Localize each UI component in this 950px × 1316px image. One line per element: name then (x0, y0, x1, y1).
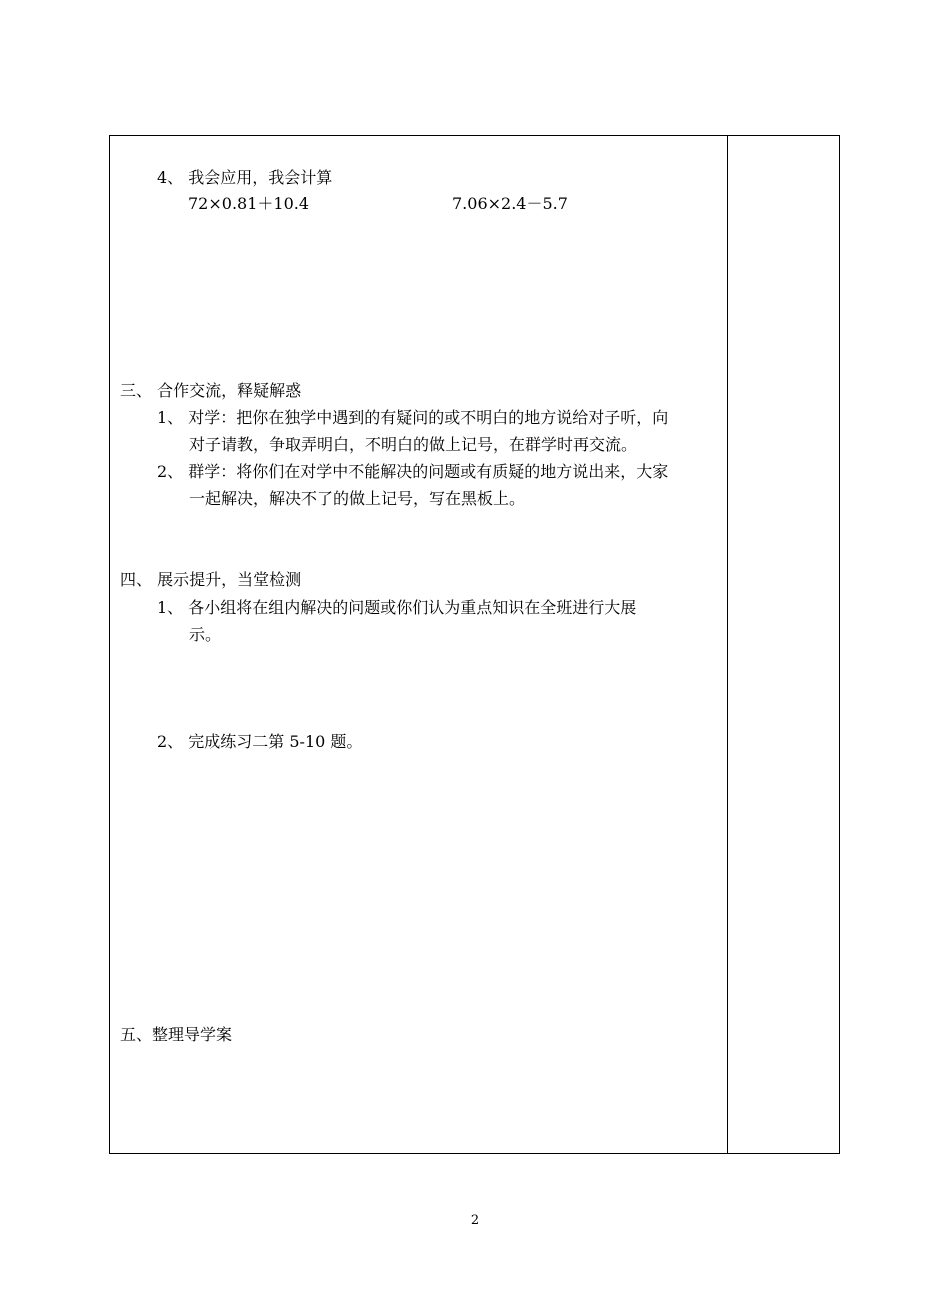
section-3-item-1-line-1: 1、 对学：把你在独学中遇到的有疑问的或不明白的地方说给对子听，向 (157, 408, 669, 427)
expression-2: 7.06×2.4－5.7 (452, 194, 568, 213)
section-3-item-2-line-2: 一起解决，解决不了的做上记号，写在黑板上。 (189, 489, 526, 508)
section-4-heading: 4、 我会应用，我会计算 (157, 168, 333, 187)
expression-1: 72×0.81＋10.4 (188, 194, 310, 213)
section-4b-item-2: 2、 完成练习二第 5-10 题。 (157, 732, 363, 751)
section-4b-heading: 四、 展示提升，当堂检测 (120, 570, 302, 589)
section-3-heading: 三、 合作交流，释疑解惑 (120, 381, 302, 400)
page-number: 2 (470, 1213, 480, 1228)
section-4b-item-1-line-2: 示。 (189, 625, 222, 644)
section-4b-item-1-line-1: 1、 各小组将在组内解决的问题或你们认为重点知识在全班进行大展 (157, 598, 637, 617)
section-3-item-2-line-1: 2、 群学：将你们在对学中不能解决的问题或有质疑的地方说出来，大家 (157, 462, 669, 481)
section-5-heading: 五、整理导学案 (120, 1025, 233, 1044)
notes-column (728, 136, 839, 1153)
section-3-item-1-line-2: 对子请教，争取弄明白，不明白的做上记号，在群学时再交流。 (189, 435, 638, 454)
